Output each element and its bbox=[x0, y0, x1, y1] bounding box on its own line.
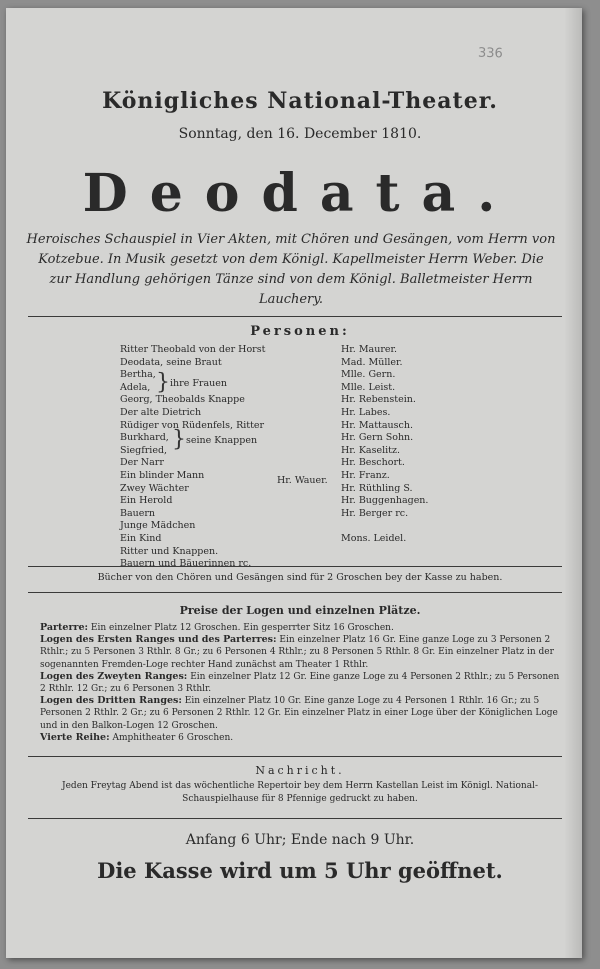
role-item: Der Narr bbox=[120, 457, 164, 469]
theater-name: Königliches National-Theater. bbox=[102, 88, 498, 114]
price-text: Ein einzelner Platz 10 Gr. Eine ganze Loge zu 4 Personen 1 Rthlr. 16 Gr.; zu 5 Personen 2 Rthlr. 2 Gr.; zu 6 Personen 2 Rthlr. 12 Gr. Ein einzelner Platz in einer Loge über der Königlichen Loge und in den Balkon-Logen 12 Groschen. bbox=[40, 696, 558, 731]
books-note: Bücher von den Chören und Gesängen sind für 2 Groschen bey der Kasse zu haben. bbox=[97, 572, 503, 583]
actor-item: Hr. Franz. bbox=[341, 469, 390, 481]
note-text: Jeden Freytag Abend ist das wöchentliche Repertoir bey dem Herrn Kastellan Leist im Königl. National-Schauspielhause für 8 Pfennige gedruckt zu haben. bbox=[62, 781, 538, 804]
actor-item: Hr. Mattausch. bbox=[341, 419, 413, 431]
extra-actor: Hr. Wauer. bbox=[277, 475, 328, 486]
paper-edge-shadow bbox=[564, 8, 582, 958]
role-item: Georg, Theobalds Knappe bbox=[120, 394, 245, 406]
prices-list bbox=[40, 622, 560, 744]
note-heading: Nachricht. bbox=[255, 764, 345, 777]
actor-item: Hr. Buggenhagen. bbox=[341, 495, 429, 507]
price-entry bbox=[40, 622, 560, 634]
brace-label-frauen: ihre Frauen bbox=[170, 378, 227, 389]
role-item: Bauern bbox=[120, 507, 156, 519]
role-item: Junge Mädchen bbox=[120, 520, 196, 532]
role-item: Zwey Wächter bbox=[120, 482, 189, 494]
price-label: Parterre: bbox=[40, 622, 89, 633]
brace-label-knappen: seine Knappen bbox=[186, 435, 258, 446]
actor-item: Hr. Beschort. bbox=[341, 457, 405, 469]
play-title: Deodata. bbox=[82, 163, 518, 224]
role-item: Bertha, bbox=[120, 369, 156, 381]
actor-item: Mad. Müller. bbox=[341, 356, 403, 368]
actor-item: Mlle. Leist. bbox=[341, 381, 396, 393]
actors-list bbox=[341, 344, 521, 546]
actor-item: Hr. Kaselitz. bbox=[341, 444, 400, 456]
actor-item: Mons. Leidel. bbox=[341, 532, 407, 544]
performance-date: Sonntag, den 16. December 1810. bbox=[178, 126, 422, 142]
divider-prices bbox=[28, 756, 562, 757]
role-item: Bauern und Bäuerinnen rc. bbox=[120, 558, 252, 570]
actor-item: Hr. Gern Sohn. bbox=[341, 432, 414, 444]
role-item: Adela, bbox=[120, 381, 151, 393]
divider-top bbox=[28, 316, 562, 317]
brace-icon: } bbox=[172, 427, 186, 452]
divider-note bbox=[28, 818, 562, 819]
actor-item: Hr. Rebenstein. bbox=[341, 394, 416, 406]
start-end-time: Anfang 6 Uhr; Ende nach 9 Uhr. bbox=[185, 832, 415, 848]
brace-icon: } bbox=[156, 370, 170, 395]
price-text: Ein einzelner Platz 16 Gr. Eine ganze Loge zu 3 Personen 2 Rthlr.; zu 5 Personen 3 Rthlr. 8 Gr.; zu 6 Personen 4 Rthlr.; zu 8 Personen 5 Rthlr. 8 Gr. Ein einzelner Platz in der sogenannten Fremden-Loge rechter Hand zunächst am Theater 1 Rthlr. bbox=[40, 635, 554, 670]
price-entry bbox=[40, 732, 560, 744]
prices-heading: Preise der Logen und einzelnen Plätze. bbox=[179, 604, 421, 617]
price-entry bbox=[40, 634, 560, 671]
role-item: Rüdiger von Rüdenfels, Ritter bbox=[120, 419, 265, 431]
role-item: Ein Herold bbox=[120, 495, 173, 507]
price-label: Logen des Zweyten Ranges: bbox=[40, 670, 188, 682]
role-item: Ritter und Knappen. bbox=[120, 545, 219, 557]
price-text: Amphitheater 6 Groschen. bbox=[112, 732, 234, 743]
play-subtitle: Heroisches Schauspiel in Vier Akten, mit Chören und Gesängen, vom Herrn von Kotzebue. In Musik gesetzt von dem Königl. Kapellmeister Herrn Weber. Die zur Handlung gehörigen Tänze sind von dem Königl. Balletmeister Herrn Lauchery. bbox=[26, 232, 556, 307]
role-item: Burkhard, bbox=[120, 432, 169, 444]
divider-cast bbox=[28, 566, 562, 567]
actor-item: Hr. Labes. bbox=[341, 406, 391, 418]
role-item: Ein Kind bbox=[120, 532, 162, 544]
role-item: Ritter Theobald von der Horst bbox=[120, 344, 266, 355]
price-text: Ein einzelner Platz 12 Gr. Eine ganze Loge zu 4 Personen 2 Rthlr.; zu 5 Personen 2 Rthlr. 12 Gr.; zu 6 Personen 3 Rthlr. bbox=[40, 671, 560, 695]
personen-heading: Personen: bbox=[250, 324, 350, 339]
actor-item bbox=[341, 520, 521, 533]
box-office-opening: Die Kasse wird um 5 Uhr geöffnet. bbox=[97, 858, 503, 883]
role-item: Siegfried, bbox=[120, 444, 168, 456]
role-item: Deodata, seine Braut bbox=[120, 356, 222, 368]
price-text: Ein einzelner Platz 12 Groschen. Ein gesperrter Sitz 16 Groschen. bbox=[90, 623, 394, 633]
actor-item: Hr. Berger rc. bbox=[341, 507, 409, 519]
role-item: Ein blinder Mann bbox=[120, 469, 205, 481]
price-entry bbox=[40, 695, 560, 732]
price-entry bbox=[40, 671, 560, 695]
price-label: Vierte Reihe: bbox=[40, 731, 110, 743]
inventory-number: 336 bbox=[477, 45, 504, 62]
divider-books bbox=[28, 592, 562, 593]
actor-item: Hr. Rüthling S. bbox=[341, 482, 413, 494]
price-label: Logen des Ersten Ranges und des Parterres: bbox=[40, 634, 277, 646]
role-item: Der alte Dietrich bbox=[120, 406, 202, 418]
actor-item: Hr. Maurer. bbox=[341, 344, 398, 355]
price-label: Logen des Dritten Ranges: bbox=[40, 695, 182, 707]
actor-item: Mlle. Gern. bbox=[341, 369, 396, 381]
